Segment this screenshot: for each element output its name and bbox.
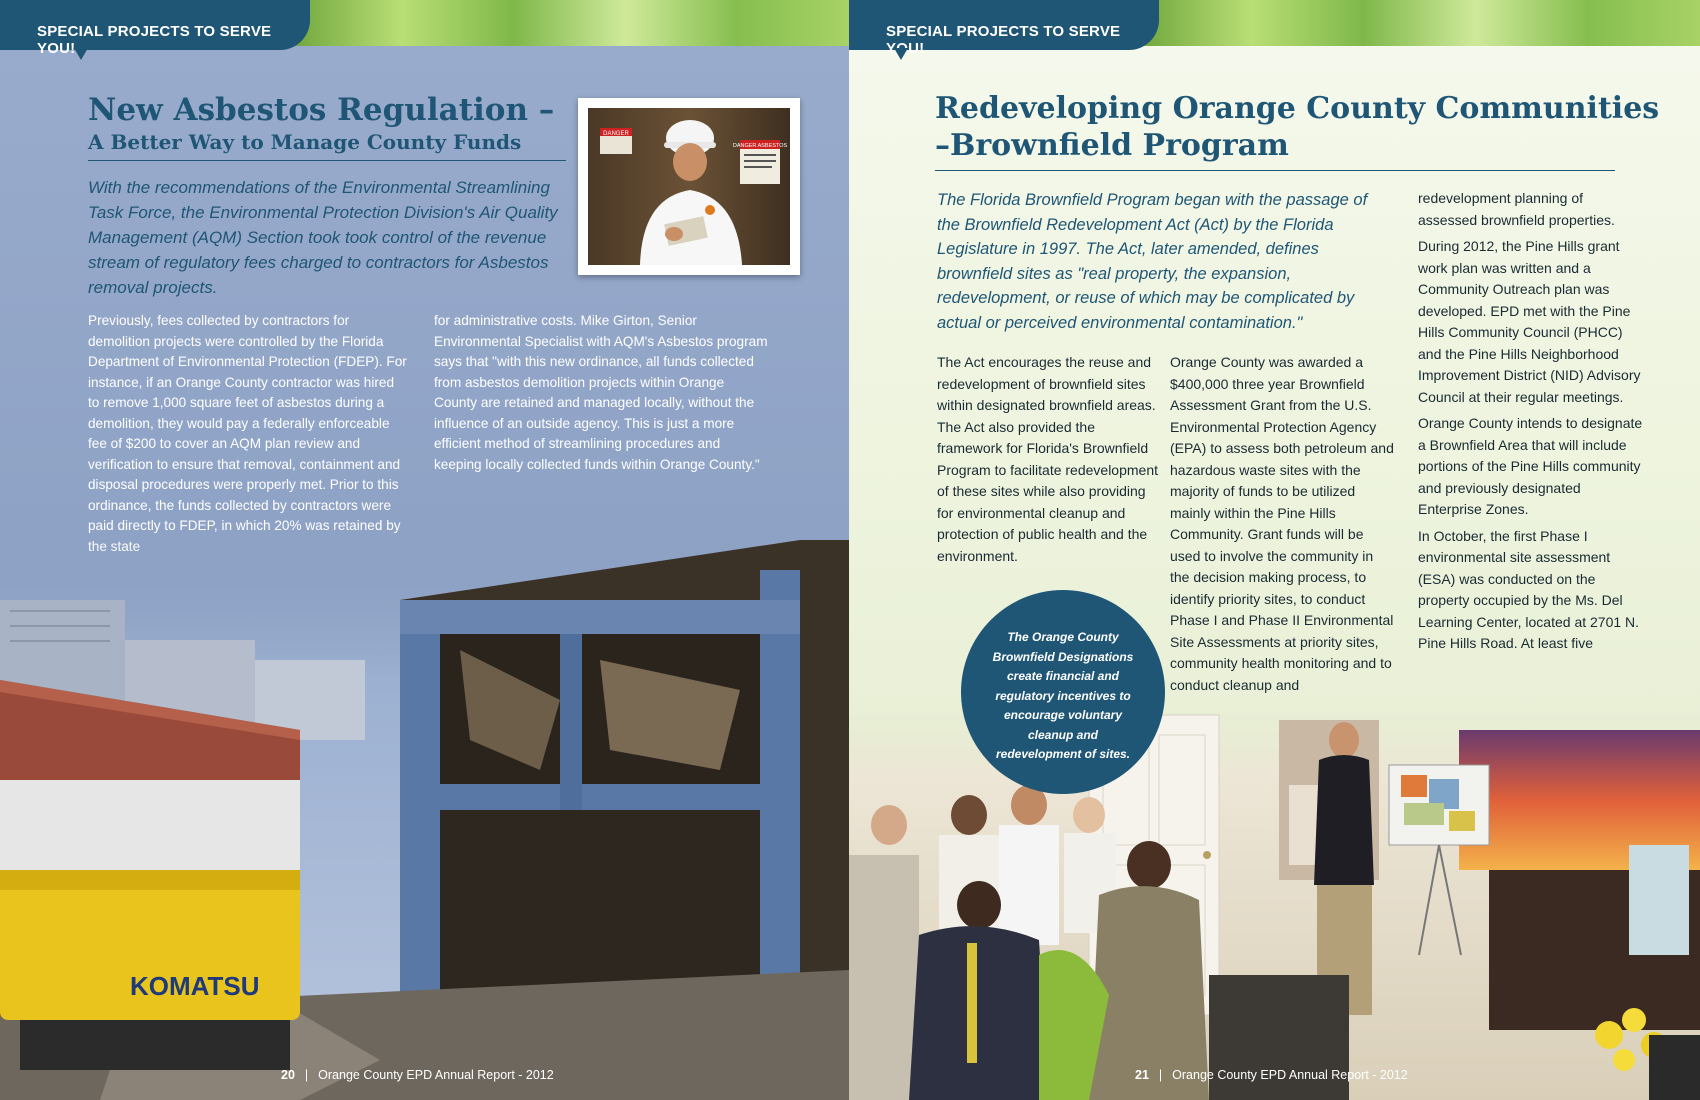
title-rule: [935, 170, 1615, 171]
article-title: Redeveloping Orange County Communities: [935, 91, 1660, 126]
body-col3-para-1: redevelopment planning of assessed brownfield properties.: [1418, 190, 1615, 228]
page-footer: 21 | Orange County EPD Annual Report - 2012: [1135, 1068, 1408, 1082]
section-banner: SPECIAL PROJECTS TO SERVE YOU!: [849, 0, 1159, 50]
body-col2-text: for administrative costs. Mike Girton, Senior Environmental Specialist with AQM's Asbestos program says that "with this new ordinance, all funds collected from asbestos demolition projects within Orange County are retained and managed locally, without the influence of an outside agency. This is just a more efficient method of streamlining procedures and keeping locally collected funds within Orange County.": [434, 313, 768, 472]
body-column-1: [937, 352, 1161, 572]
page-number: 20: [281, 1068, 295, 1082]
body-column-2: [1170, 352, 1396, 701]
page-number: 21: [1135, 1068, 1149, 1082]
callout-circle: [961, 590, 1165, 794]
intro-paragraph: The Florida Brownfield Program began with the passage of the Brownfield Redevelopment Act (Act) by the Florida Legislature in 1997. The Act, later amended, defines brownfield sites as "real property, the expansion, redevelopment, or reuse of which may be complicated by actual or perceived environmental contamination.": [937, 191, 1368, 332]
worker-photo-drawing: [578, 98, 800, 275]
banner-notch: [894, 48, 908, 60]
footer-text: Orange County EPD Annual Report - 2012: [1172, 1068, 1408, 1082]
body-col2-text: Orange County was awarded a $400,000 three year Brownfield Assessment Grant from the U.S. Environmental Protection Agency (EPA) to assess both petroleum and hazardous waste sites with the majority of funds to be utilized mainly within the Pine Hills Community. Grant funds will be used to involve the community in the decision making process, to identify priority sites, to conduct Phase I and Phase II Environmental Site Assessments at priority sites, community health monitoring and to conduct cleanup and: [1170, 354, 1394, 693]
footer-text: Orange County EPD Annual Report - 2012: [318, 1068, 554, 1082]
left-page: [0, 0, 849, 1100]
title-rule: [88, 160, 566, 161]
body-col3-para-3: Orange County intends to designate a Brownfield Area that will include portions of the Pine Hills community and previously designated Enterprise Zones.: [1418, 415, 1643, 517]
demolition-photo: [0, 540, 849, 1100]
right-page: [849, 0, 1700, 1100]
meeting-drawing: [849, 695, 1700, 1100]
demolition-drawing: [0, 540, 849, 1100]
article-subtitle: A Better Way to Manage County Funds: [88, 130, 522, 154]
banner-notch: [74, 48, 88, 60]
article-subtitle: –Brownfield Program: [935, 128, 1289, 163]
intro-paragraph: With the recommendations of the Environmental Streamlining Task Force, the Environmental Protection Division's Air Quality Management (AQM) Section took took control of the revenue stream of regulatory fees charged to contractors for Asbestos removal projects.: [88, 178, 558, 297]
excavator-brand-text: KOMATSU: [130, 971, 260, 1001]
article-title: New Asbestos Regulation –: [88, 92, 555, 128]
body-col3-para-2: During 2012, the Pine Hills grant work plan was written and a Community Outreach plan was developed. EPD met with the Pine Hills Community Council (PHCC) and the Pine Hills Neighborhood Improvement District (NID) Advisory Council at their regular meetings.: [1418, 238, 1641, 405]
asbestos-sign-text: DANGER ASBESTOS: [732, 143, 788, 149]
body-col3-para-4: In October, the first Phase I environmental site assessment (ESA) was conducted on the property occupied by the Ms. Del Learning Center, located at 2701 N. Pine Hills Road. At least five: [1418, 527, 1640, 651]
asbestos-worker-photo: [578, 98, 800, 275]
body-col1-text: The Act encourages the reuse and redevelopment of brownfield sites within designated brownfield areas. The Act also provided the framework for Florida's Brownfield Program to facilitate redevelopment of these sites while also providing for environmental cleanup and protection of public health and the environment.: [937, 354, 1158, 564]
leaf-banner-image: [1139, 0, 1700, 46]
body-col1-text: Previously, fees collected by contractors for demolition projects were controlled by the Florida Department of Environmental Protection (FDEP). For instance, if an Orange County contractor was hired to remove 1,000 square feet of asbestos during a demolition, they would pay a federally enforceable fee of $200 to cover an AQM plan review and verification to ensure that removal, containment and disposal procedures were properly met. Prior to this ordinance, the funds collected by contractors were paid directly to FDEP, in which 20% was retained by: [88, 313, 407, 533]
body-column-1: [88, 311, 408, 557]
community-meeting-photo: [849, 695, 1700, 1100]
callout-text: The Orange County Brownfield Designations create financial and regulatory incentives to encourage voluntary cleanup and redevelopment of sites.: [992, 630, 1134, 761]
body-column-2: [434, 311, 768, 475]
section-banner: SPECIAL PROJECTS TO SERVE YOU!: [0, 0, 310, 50]
leaf-banner-image: [290, 0, 849, 46]
body-column-3: [1418, 188, 1646, 660]
danger-sign-text: DANGER: [603, 131, 629, 137]
page-footer: 20 | Orange County EPD Annual Report - 2012: [281, 1068, 554, 1082]
